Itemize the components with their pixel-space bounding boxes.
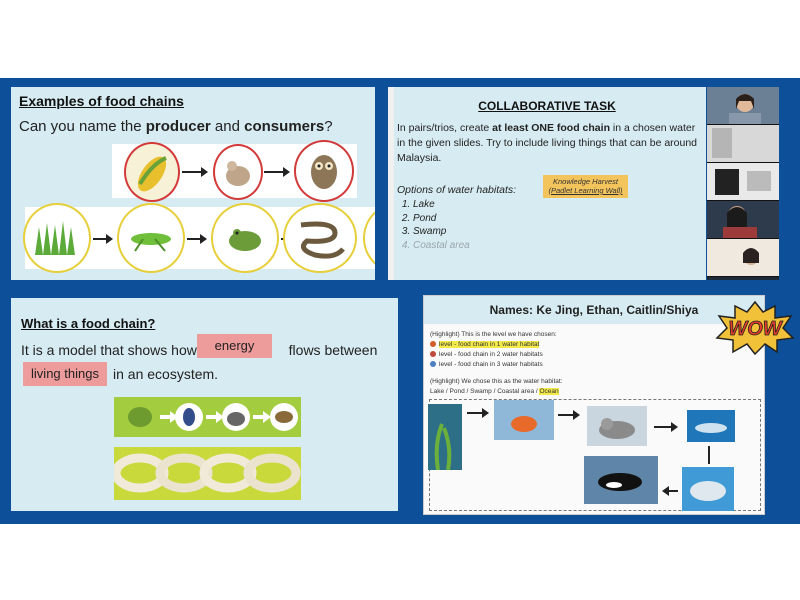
owl-image [294, 140, 354, 202]
participant-video[interactable] [707, 239, 779, 277]
participant-video[interactable] [707, 125, 779, 163]
wow-text: WOW [728, 318, 782, 340]
snake-image [283, 203, 357, 273]
seal-image [587, 406, 647, 446]
wow-sticker [715, 300, 795, 355]
slide-examples-food-chains [11, 87, 375, 280]
next-animal-image [363, 203, 375, 273]
grasshopper-image [117, 203, 185, 273]
arrow-icon [664, 490, 678, 492]
energy-blank: energy [197, 334, 272, 358]
grass-image [23, 203, 91, 273]
crab-image [494, 400, 554, 440]
shark-image [687, 410, 735, 442]
level-option-1: level - food chain in 1 water habitat [430, 341, 539, 348]
arrow-icon [708, 446, 710, 464]
knowledge-harvest-label: Knowledge Harvest (Padlet Learning Wall) [543, 175, 628, 198]
task-instructions: In pairs/trios, create at least ONE food chain in a chosen water in the given slides. Try to include living things that can be around Malaysia. [397, 122, 698, 164]
habitat-options: Options of water habitats: 1. Lake 2. Pond 3. Swamp 4. Coastal area [397, 184, 516, 252]
list-item: 2. Pond [413, 212, 516, 226]
arrow-icon [182, 171, 206, 173]
frog-image [211, 203, 279, 273]
padlet-link[interactable]: (Padlet Learning Wall) [548, 186, 623, 195]
list-item: 3. Swamp [413, 225, 516, 239]
habitat-label: (Highlight) We chose this as the water habitat: [430, 378, 563, 385]
participant-video[interactable] [707, 201, 779, 239]
group-names: Names: Ke Jing, Ethan, Caitlin/Shiya [424, 296, 764, 324]
mouse-image [213, 144, 263, 200]
great-white-shark-image [682, 467, 734, 511]
slide-what-is-food-chain [11, 298, 398, 511]
arrow-icon [467, 412, 487, 414]
list-item: 4. Coastal area [413, 239, 516, 253]
slide-question: Can you name the producer and consumers? [19, 118, 333, 135]
list-item: 1. Lake [413, 198, 516, 212]
arrow-icon [558, 414, 578, 416]
definition-line-2: in an ecosystem. [113, 366, 219, 382]
orca-image [584, 456, 658, 504]
arrow-icon [264, 171, 288, 173]
participant-video[interactable] [707, 163, 779, 201]
participant-video-strip [707, 87, 779, 280]
food-chain-illustration [114, 397, 301, 500]
food-chain-row-grassland [25, 207, 375, 269]
corn-image [124, 142, 180, 202]
level-label: (Highlight) This is the level we have chosen: [430, 331, 557, 338]
level-option-2: level - food chain in 2 water habitats [430, 351, 543, 358]
seaweed-image [428, 404, 462, 470]
arrow-icon [187, 238, 205, 240]
slide-title: Examples of food chains [19, 93, 184, 109]
arrow-icon [654, 426, 676, 428]
participant-video[interactable] [707, 87, 779, 125]
slide-collaborative-task [388, 87, 706, 280]
habitat-options: Lake / Pond / Swamp / Coastal area / Ocean [430, 388, 559, 395]
level-option-3: level - food chain in 3 water habitats [430, 361, 543, 368]
living-things-blank: living things [23, 362, 107, 386]
slide-group-food-chain [423, 295, 765, 515]
slide-title: COLLABORATIVE TASK [478, 99, 616, 113]
slide-title: What is a food chain? [21, 316, 156, 331]
food-chain-row-land [112, 144, 357, 198]
definition-line-1: It is a model that shows how flows between [21, 342, 378, 358]
arrow-icon [93, 238, 111, 240]
